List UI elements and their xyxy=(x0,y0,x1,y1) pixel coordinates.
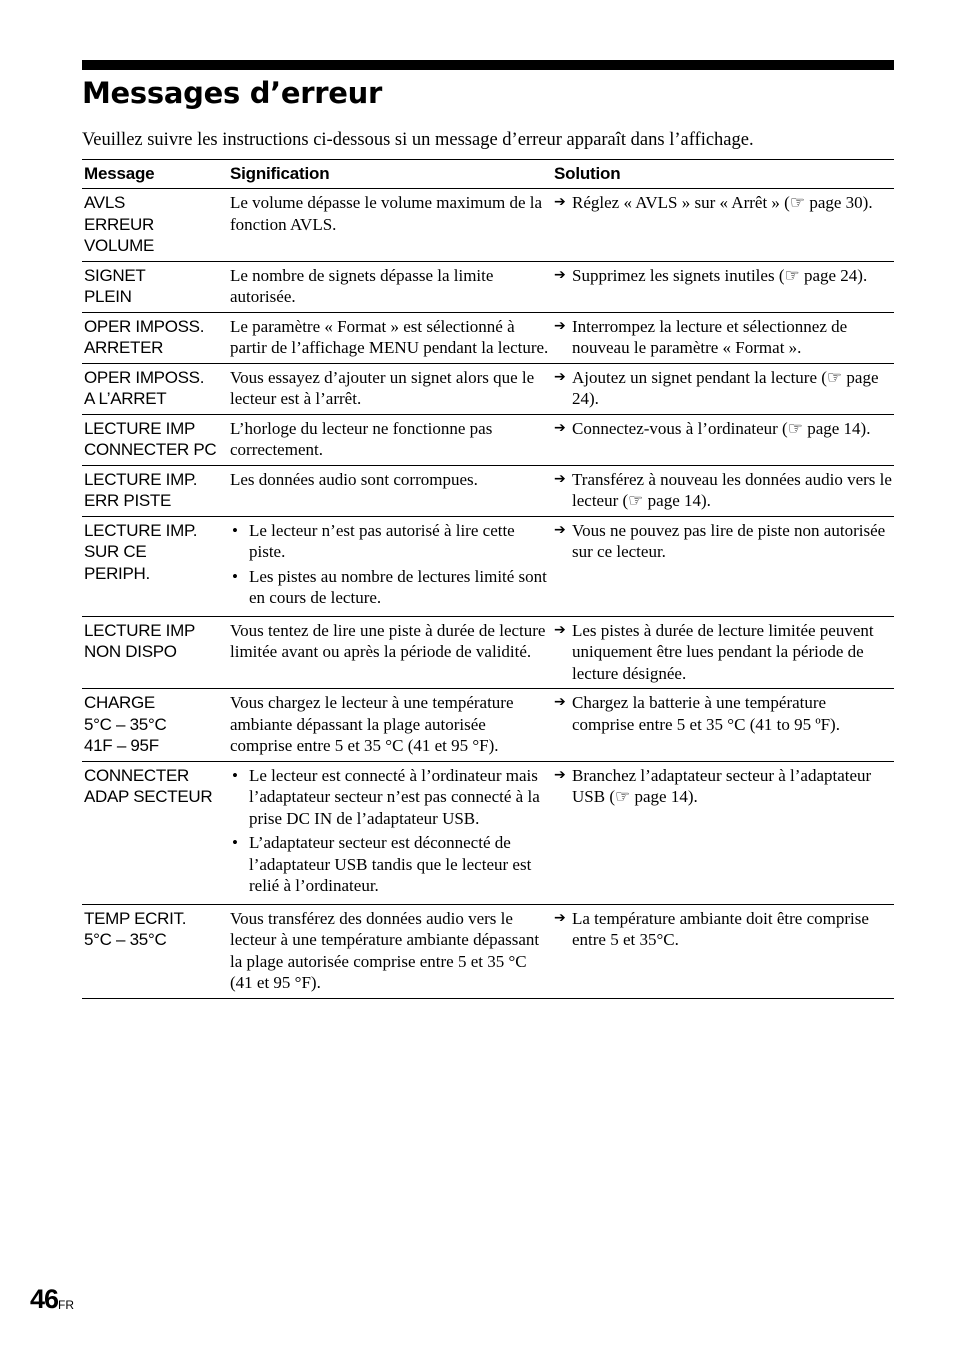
table-row xyxy=(82,465,894,516)
message-cell xyxy=(82,516,228,616)
signification-cell xyxy=(228,904,552,998)
message-cell xyxy=(82,261,228,312)
solution-text: Transférez à nouveau les données audio vers le lecteur (☞ page 14). xyxy=(572,469,892,510)
table-row xyxy=(82,414,894,465)
arrow-right-icon: ➔ xyxy=(554,368,566,385)
message-cell xyxy=(82,414,228,465)
message-cell xyxy=(82,761,228,904)
page-title: Messages d’erreur xyxy=(82,76,382,110)
signification-text: Vous tentez de lire une piste à durée de lecture limitée avant ou après la période de validité. xyxy=(230,620,546,661)
message-line: CONNECTER PC xyxy=(84,440,217,459)
message-line: PERIPH. xyxy=(84,563,150,583)
solution-text: Connectez-vous à l’ordinateur (☞ page 14). xyxy=(572,418,871,438)
message-line: TEMP ECRIT. xyxy=(84,908,187,928)
page-number: 46 xyxy=(30,1284,59,1314)
message-line: OPER IMPOSS. xyxy=(84,316,205,336)
title-rule xyxy=(82,60,894,70)
message-line: PLEIN xyxy=(84,287,132,306)
arrow-right-icon: ➔ xyxy=(554,909,566,926)
solution-cell xyxy=(552,616,894,689)
arrow-right-icon: ➔ xyxy=(554,317,566,334)
signification-text: Les données audio sont corrompues. xyxy=(230,469,478,489)
solution-cell xyxy=(552,689,894,762)
signification-bullet: • Les pistes au nombre de lectures limité sont en cours de lecture. xyxy=(230,566,550,609)
message-line: ERR PISTE xyxy=(84,491,172,510)
message-line: LECTURE IMP xyxy=(84,418,195,438)
message-line: 5°C – 35°C xyxy=(84,930,167,949)
signification-cell xyxy=(228,465,552,516)
signification-list xyxy=(230,520,550,609)
message-line: SIGNET xyxy=(84,265,146,285)
message-cell xyxy=(82,689,228,762)
signification-cell xyxy=(228,689,552,762)
signification-bullet: • Le lecteur n’est pas autorisé à lire cette piste. xyxy=(230,520,550,563)
table-body xyxy=(82,189,894,999)
message-line: LECTURE IMP xyxy=(84,620,195,640)
solution-cell xyxy=(552,465,894,516)
message-cell xyxy=(82,904,228,998)
signification-bullet: • L’adaptateur secteur est déconnecté de l’adaptateur USB tandis que le lecteur est relié à l’ordinateur. xyxy=(230,832,550,897)
message-line: VOLUME xyxy=(84,236,154,255)
solution-cell xyxy=(552,261,894,312)
message-line: ERREUR xyxy=(84,214,154,234)
intro-text: Veuillez suivre les instructions ci-dessous si un message d’erreur apparaît dans l’affichage. xyxy=(82,130,754,150)
arrow-right-icon: ➔ xyxy=(554,194,566,210)
message-line: OPER IMPOSS. xyxy=(84,367,205,387)
table-row xyxy=(82,689,894,762)
signification-text: L’horloge du lecteur ne fonctionne pas correctement. xyxy=(230,418,493,459)
solution-cell xyxy=(552,312,894,363)
solution-cell xyxy=(552,414,894,465)
signification-text: Le paramètre « Format » est sélectionné à partir de l’affichage MENU pendant la lecture. xyxy=(230,316,549,357)
message-cell xyxy=(82,189,228,262)
message-cell xyxy=(82,465,228,516)
page-language: FR xyxy=(58,1298,74,1312)
solution-text: Interrompez la lecture et sélectionnez de nouveau le paramètre « Format ». xyxy=(572,316,848,357)
signification-text: Vous essayez d’ajouter un signet alors que le lecteur est à l’arrêt. xyxy=(230,367,535,408)
signification-cell xyxy=(228,189,552,262)
solution-text: Chargez la batterie à une température comprise entre 5 et 35 °C (41 to 95 ºF). xyxy=(572,693,840,734)
signification-cell xyxy=(228,312,552,363)
signification-cell xyxy=(228,516,552,616)
arrow-right-icon: ➔ xyxy=(554,694,566,710)
signification-cell xyxy=(228,616,552,689)
signification-list xyxy=(230,765,550,897)
arrow-right-icon: ➔ xyxy=(554,266,566,283)
solution-text: Supprimez les signets inutiles (☞ page 24). xyxy=(572,265,868,285)
signification-cell xyxy=(228,414,552,465)
signification-text: Le nombre de signets dépasse la limite autorisée. xyxy=(230,265,494,306)
solution-cell xyxy=(552,904,894,998)
table-row xyxy=(82,312,894,363)
table-row xyxy=(82,363,894,414)
solution-text: Réglez « AVLS » sur « Arrêt » (☞ page 30). xyxy=(572,193,873,212)
message-line: LECTURE IMP. xyxy=(84,520,198,540)
message-cell xyxy=(82,616,228,689)
message-line: ADAP SECTEUR xyxy=(84,787,213,806)
signification-text: Vous chargez le lecteur à une température ambiante dépassant la plage autorisée comprise entre 5 et 35 °C (41 et 95 °F). xyxy=(230,693,514,755)
arrow-right-icon: ➔ xyxy=(554,766,566,783)
solution-cell xyxy=(552,363,894,414)
solution-text: Vous ne pouvez pas lire de piste non autorisée sur ce lecteur. xyxy=(572,520,886,561)
arrow-right-icon: ➔ xyxy=(554,521,566,538)
solution-text: Les pistes à durée de lecture limitée peuvent uniquement être lues pendant la période de lecture désignée. xyxy=(572,620,874,683)
solution-text: Branchez l’adaptateur secteur à l’adaptateur USB (☞ page 14). xyxy=(572,765,872,806)
table-row xyxy=(82,761,894,904)
table-header-row xyxy=(82,160,894,189)
error-messages-table xyxy=(82,159,894,999)
solution-text: Ajoutez un signet pendant la lecture (☞ page 24). xyxy=(572,367,879,408)
solution-text: La température ambiante doit être comprise entre 5 et 35°C. xyxy=(572,908,869,949)
table-row xyxy=(82,616,894,689)
signification-text: Le volume dépasse le volume maximum de la fonction AVLS. xyxy=(230,193,543,234)
column-header-solution: Solution xyxy=(552,160,894,189)
message-line: SUR CE xyxy=(84,542,147,561)
message-cell xyxy=(82,312,228,363)
message-line: 5°C – 35°C xyxy=(84,714,167,734)
arrow-right-icon: ➔ xyxy=(554,621,566,638)
table-row xyxy=(82,189,894,262)
column-header-message: Message xyxy=(82,160,228,189)
message-line: 41F – 95F xyxy=(84,736,159,755)
table-row xyxy=(82,516,894,616)
message-line: A L’ARRET xyxy=(84,389,167,408)
message-line: CHARGE xyxy=(84,693,155,712)
solution-cell xyxy=(552,189,894,262)
solution-cell xyxy=(552,516,894,616)
signification-bullet: • Le lecteur est connecté à l’ordinateur mais l’adaptateur secteur n’est pas connecté à la prise DC IN de l’adaptateur USB. xyxy=(230,765,550,830)
signification-cell xyxy=(228,363,552,414)
message-line: NON DISPO xyxy=(84,642,177,661)
table-row xyxy=(82,904,894,998)
message-line: ARRETER xyxy=(84,338,164,357)
signification-cell xyxy=(228,761,552,904)
solution-cell xyxy=(552,761,894,904)
message-line: CONNECTER xyxy=(84,765,189,785)
message-line: LECTURE IMP. xyxy=(84,469,198,489)
message-cell xyxy=(82,363,228,414)
signification-text: Vous transférez des données audio vers le lecteur à une température ambiante dépassant la plage autorisée comprise entre 5 et 35 °C (41 et 95 °F). xyxy=(230,908,540,992)
message-line: AVLS xyxy=(84,193,126,212)
table-row xyxy=(82,261,894,312)
arrow-right-icon: ➔ xyxy=(554,470,566,487)
arrow-right-icon: ➔ xyxy=(554,419,566,436)
signification-cell xyxy=(228,261,552,312)
column-header-signification: Signification xyxy=(228,160,552,189)
